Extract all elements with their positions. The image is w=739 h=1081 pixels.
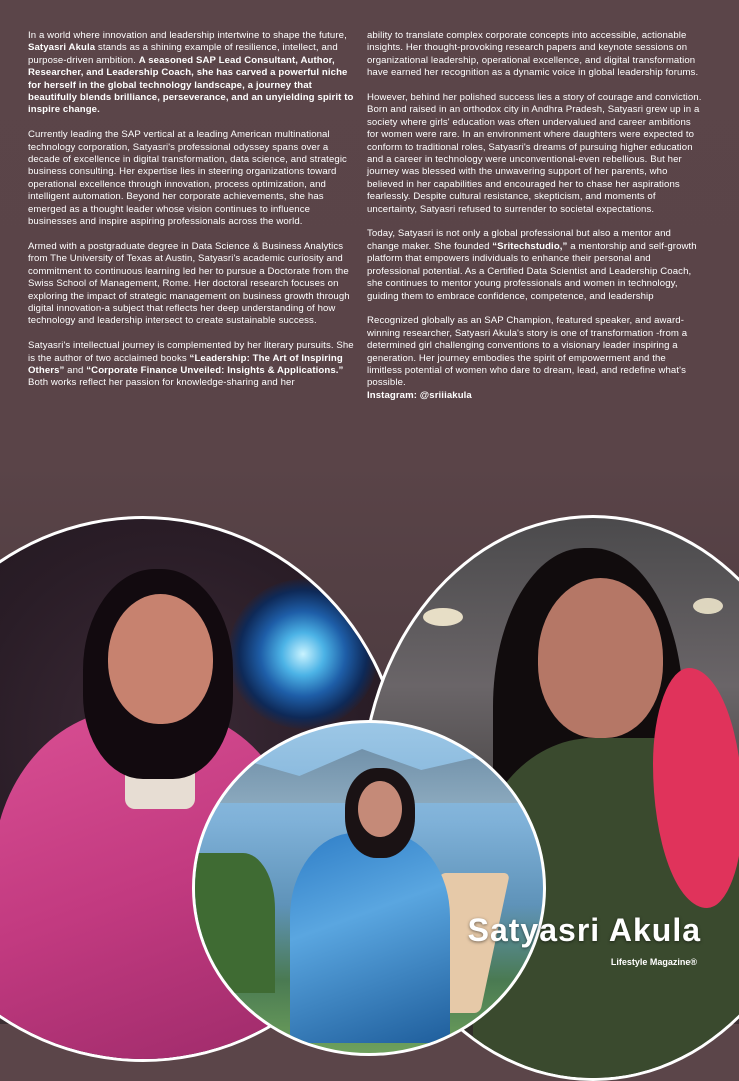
ceiling-lamp bbox=[693, 598, 723, 614]
article-paragraph bbox=[28, 241, 356, 328]
article-paragraph bbox=[367, 228, 703, 302]
instagram-handle: Instagram: @sriiiakula bbox=[367, 389, 472, 401]
bold-text: “Leadership: The Art of Inspiring Others” bbox=[28, 352, 343, 376]
bold-text: A seasoned SAP Lead Consultant, Author, Researcher, and Leadership Coach, she has carved a powerful niche for herself in the global technology landscape, a journey that beautifully blends brilliance, perseverance, and an unyielding spirit to inspire change. bbox=[28, 54, 354, 116]
cover-name-title: Satyasri Akula bbox=[467, 912, 701, 948]
body-text: However, behind her polished success lies a story of courage and conviction. Born and raised in an orthodox city in Andhra Pradesh, Satyasri grew up in a society where girls' education was often undervalued and career ambitions for women were rare. In an environment where daughters were expected to conform to traditional roles, Satyasri's dreams of pursuing higher education and a career in technology were unconventional-even rebellious. But her journey was blessed with the unwavering support of her parents, who believed in her capabilities and encouraged her to chase her aspirations fearlessly. Despite cultural resistance, skepticism, and moments of uncertainty, Satyasri refused to surrender to societal expectations. bbox=[367, 92, 702, 215]
blue-light-decoration bbox=[228, 579, 378, 729]
body-text: Currently leading the SAP vertical at a leading American multinational technology corporation, Satyasri's professional odyssey spans over a decade of excellence in digital transformation, data science, and strategic business consulting. Her expertise lies in steering organizations toward operational excellence through innovation, process optimization, and intelligent automation. Beyond her corporate achievements, she has emerged as a thought leader whose vision continues to influence businesses and inspire aspiring professionals across the world. bbox=[28, 129, 347, 228]
body-text: Both works reflect her passion for knowledge-sharing and her bbox=[28, 377, 295, 389]
article-right-column bbox=[367, 30, 703, 402]
body-text: Armed with a postgraduate degree in Data Science & Business Analytics from The University of Texas at Austin, Satyasri's academic curiosity and commitment to continuous learning led her to pursue a Doctorate from the Swiss School of Management, Rome. Her doctoral research focuses on exploring the impact of strategic management on business growth through digital innovation-a subject that reflects her deep understanding of how technology and leadership intersect to create sustainable success. bbox=[28, 240, 350, 327]
face bbox=[358, 781, 402, 837]
face bbox=[538, 578, 663, 738]
body-text: and bbox=[64, 364, 87, 376]
face bbox=[108, 594, 213, 724]
body-text: stands as a shining example of resilience, intellect, and purpose-driven ambition. bbox=[28, 42, 338, 66]
blue-dress bbox=[290, 833, 450, 1043]
trees bbox=[195, 853, 275, 993]
ceiling-lamp bbox=[423, 608, 463, 626]
body-text: a mentorship and self-growth platform that empowers individuals to enhance their personal and professional potential. As a Certified Data Scientist and Leadership Coach, she continues to mentor young professionals and women in technology, guiding them to embrace confidence, competence, and leadership bbox=[367, 240, 697, 302]
article-paragraph bbox=[28, 340, 356, 390]
body-text: Satyasri's intellectual journey is complemented by her literary pursuits. She is the author of two acclaimed books bbox=[28, 340, 354, 364]
article-paragraph bbox=[367, 315, 703, 389]
bold-text: “Corporate Finance Unveiled: Insights & Applications.” bbox=[86, 364, 344, 376]
right-column-paragraphs bbox=[367, 30, 703, 390]
article-paragraph bbox=[367, 30, 703, 80]
article-left-column bbox=[28, 30, 356, 402]
portrait-photo-lakeside bbox=[192, 720, 546, 1056]
bold-text: “Sritechstudio,” bbox=[492, 240, 568, 252]
article-paragraph bbox=[28, 129, 356, 228]
magazine-name: Lifestyle Magazine® bbox=[610, 957, 697, 967]
article-paragraph bbox=[367, 92, 703, 216]
body-text: In a world where innovation and leadership intertwine to shape the future, bbox=[28, 30, 347, 41]
body-text: ability to translate complex corporate concepts into accessible, actionable insights. Her thought-provoking research papers and keynote sessions on organizational leadership, operational excellence, and digital transformation have earned her recognition as a dynamic voice in global leadership forums. bbox=[367, 30, 699, 79]
article-paragraph bbox=[28, 30, 356, 117]
body-text: Today, Satyasri is not only a global professional but also a mentor and change maker. She founded bbox=[367, 228, 671, 252]
bold-text: Satyasri Akula bbox=[28, 42, 96, 54]
body-text: Recognized globally as an SAP Champion, featured speaker, and award-winning researcher, Satyasri Akula's story is one of transformation -from a determined girl challenging conventions to a visionary leader inspiring a generation. Her journey embodies the spirit of empowerment and the limitless potential of women who dare to dream, lead, and redefine what's possible. bbox=[367, 315, 688, 389]
